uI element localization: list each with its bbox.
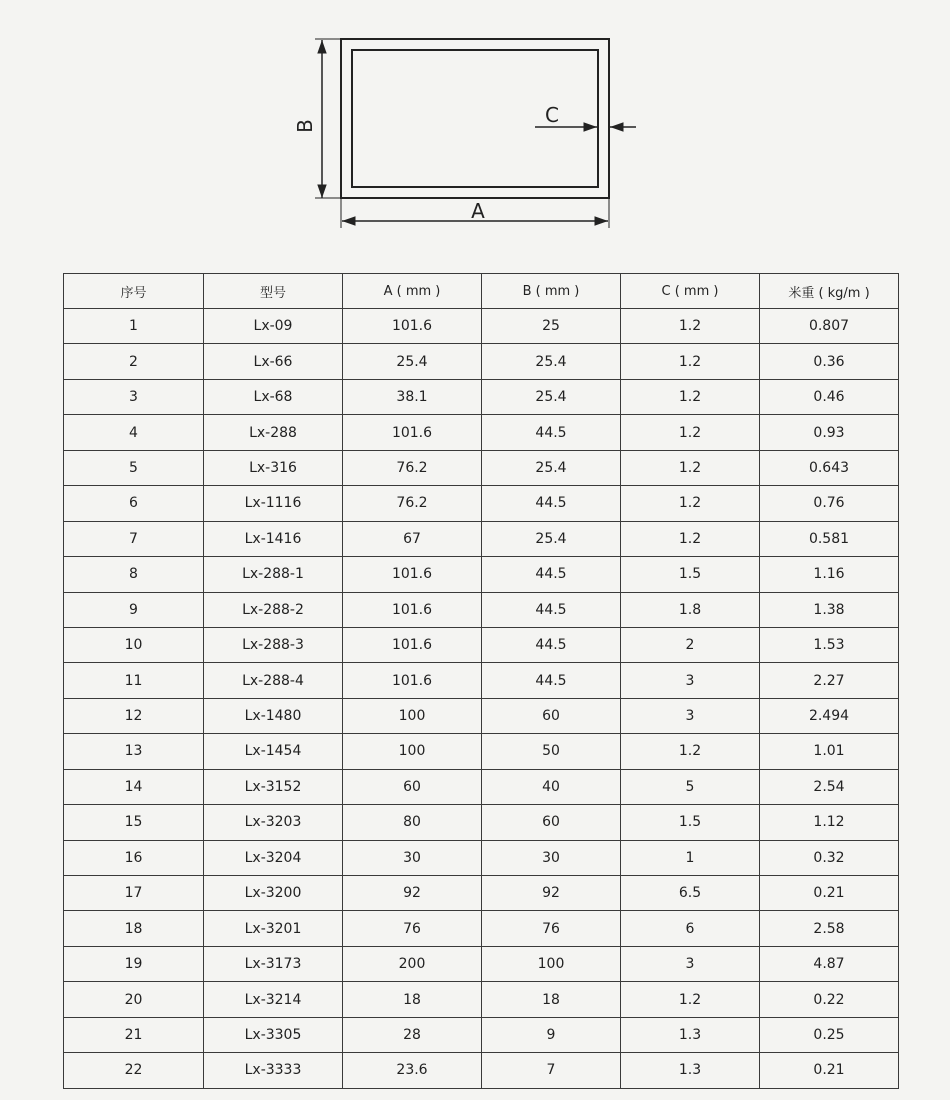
header-model: 型号 (204, 274, 343, 309)
cell-weight: 1.01 (760, 734, 899, 769)
cell-b: 60 (482, 805, 621, 840)
cell-weight: 0.22 (760, 982, 899, 1017)
cell-index: 9 (64, 592, 204, 627)
cell-model: Lx-3333 (204, 1053, 343, 1088)
cell-c: 3 (621, 946, 760, 981)
table-row (64, 663, 899, 698)
cell-a: 101.6 (343, 627, 482, 662)
outer-profile (341, 39, 609, 198)
cell-weight: 1.12 (760, 805, 899, 840)
table-row (64, 557, 899, 592)
cell-index: 1 (64, 309, 204, 344)
cell-c: 3 (621, 698, 760, 733)
cell-weight: 0.581 (760, 521, 899, 556)
cell-index: 18 (64, 911, 204, 946)
cell-b: 100 (482, 946, 621, 981)
cell-c: 1.3 (621, 1017, 760, 1052)
cell-weight: 0.36 (760, 344, 899, 379)
cell-weight: 0.643 (760, 450, 899, 485)
cell-weight: 0.46 (760, 379, 899, 414)
table-row (64, 734, 899, 769)
table-row (64, 344, 899, 379)
cell-index: 20 (64, 982, 204, 1017)
cell-c: 2 (621, 627, 760, 662)
cell-c: 1.2 (621, 521, 760, 556)
cell-weight: 0.21 (760, 876, 899, 911)
cell-a: 67 (343, 521, 482, 556)
cell-index: 14 (64, 769, 204, 804)
table-row (64, 627, 899, 662)
spec-table (63, 273, 899, 1089)
cell-a: 60 (343, 769, 482, 804)
header-c: C ( mm ) (621, 274, 760, 309)
cell-model: Lx-3203 (204, 805, 343, 840)
table-header-row (64, 274, 899, 309)
cell-model: Lx-66 (204, 344, 343, 379)
cell-c: 1.3 (621, 1053, 760, 1088)
cell-index: 19 (64, 946, 204, 981)
cell-index: 16 (64, 840, 204, 875)
table-row (64, 840, 899, 875)
cell-a: 76 (343, 911, 482, 946)
cell-weight: 0.76 (760, 486, 899, 521)
cell-c: 1.2 (621, 734, 760, 769)
cell-c: 1.2 (621, 344, 760, 379)
cell-c: 1.5 (621, 557, 760, 592)
cell-index: 4 (64, 415, 204, 450)
cell-model: Lx-1416 (204, 521, 343, 556)
cell-weight: 0.25 (760, 1017, 899, 1052)
cell-a: 101.6 (343, 415, 482, 450)
cell-a: 23.6 (343, 1053, 482, 1088)
cell-model: Lx-3214 (204, 982, 343, 1017)
cell-model: Lx-288-4 (204, 663, 343, 698)
table-body (64, 309, 899, 1089)
table-row (64, 769, 899, 804)
table-row (64, 1053, 899, 1088)
cell-c: 1.5 (621, 805, 760, 840)
cell-b: 44.5 (482, 627, 621, 662)
cell-a: 38.1 (343, 379, 482, 414)
table-row (64, 592, 899, 627)
cell-weight: 1.16 (760, 557, 899, 592)
cell-model: Lx-3201 (204, 911, 343, 946)
table-row (64, 309, 899, 344)
cell-c: 6 (621, 911, 760, 946)
cell-weight: 0.21 (760, 1053, 899, 1088)
cell-index: 13 (64, 734, 204, 769)
table-row (64, 379, 899, 414)
cell-b: 25.4 (482, 344, 621, 379)
cell-model: Lx-288-1 (204, 557, 343, 592)
cell-index: 22 (64, 1053, 204, 1088)
cell-c: 1.2 (621, 415, 760, 450)
cell-weight: 1.53 (760, 627, 899, 662)
dimension-a-label: A (471, 199, 485, 223)
cell-index: 11 (64, 663, 204, 698)
cell-a: 101.6 (343, 592, 482, 627)
cell-index: 6 (64, 486, 204, 521)
table-row (64, 911, 899, 946)
cell-c: 1.2 (621, 309, 760, 344)
cell-c: 5 (621, 769, 760, 804)
cell-index: 17 (64, 876, 204, 911)
cell-a: 25.4 (343, 344, 482, 379)
cell-a: 18 (343, 982, 482, 1017)
table-row (64, 805, 899, 840)
header-weight: 米重 ( kg/m ) (760, 274, 899, 309)
cell-index: 5 (64, 450, 204, 485)
cell-c: 1.2 (621, 486, 760, 521)
cell-a: 80 (343, 805, 482, 840)
cell-model: Lx-3200 (204, 876, 343, 911)
header-index: 序号 (64, 274, 204, 309)
cell-weight: 0.807 (760, 309, 899, 344)
cell-weight: 0.32 (760, 840, 899, 875)
cell-b: 44.5 (482, 486, 621, 521)
table-row (64, 486, 899, 521)
dimension-b-label: B (293, 119, 317, 133)
header-b: B ( mm ) (482, 274, 621, 309)
cell-b: 30 (482, 840, 621, 875)
cell-model: Lx-288 (204, 415, 343, 450)
cell-c: 1.2 (621, 450, 760, 485)
cell-model: Lx-1454 (204, 734, 343, 769)
cell-model: Lx-3152 (204, 769, 343, 804)
cell-b: 7 (482, 1053, 621, 1088)
table-row (64, 946, 899, 981)
cell-a: 100 (343, 698, 482, 733)
cell-b: 25 (482, 309, 621, 344)
cell-b: 25.4 (482, 379, 621, 414)
table-row (64, 698, 899, 733)
cell-c: 1.2 (621, 379, 760, 414)
cell-b: 44.5 (482, 592, 621, 627)
table-row (64, 415, 899, 450)
cell-model: Lx-09 (204, 309, 343, 344)
profile-diagram (0, 0, 950, 250)
table-row (64, 521, 899, 556)
cell-a: 76.2 (343, 486, 482, 521)
cell-a: 76.2 (343, 450, 482, 485)
cell-model: Lx-3305 (204, 1017, 343, 1052)
cell-weight: 0.93 (760, 415, 899, 450)
cell-model: Lx-288-3 (204, 627, 343, 662)
cell-b: 25.4 (482, 521, 621, 556)
cell-model: Lx-316 (204, 450, 343, 485)
cell-b: 44.5 (482, 415, 621, 450)
cell-model: Lx-288-2 (204, 592, 343, 627)
cell-index: 8 (64, 557, 204, 592)
cell-model: Lx-3204 (204, 840, 343, 875)
header-a: A ( mm ) (343, 274, 482, 309)
cell-b: 18 (482, 982, 621, 1017)
cell-c: 3 (621, 663, 760, 698)
cell-a: 92 (343, 876, 482, 911)
cell-weight: 2.54 (760, 769, 899, 804)
cell-index: 7 (64, 521, 204, 556)
cell-b: 76 (482, 911, 621, 946)
cell-c: 6.5 (621, 876, 760, 911)
cell-b: 92 (482, 876, 621, 911)
cell-weight: 2.58 (760, 911, 899, 946)
cell-a: 101.6 (343, 309, 482, 344)
cell-b: 40 (482, 769, 621, 804)
dimension-c-label: C (545, 103, 559, 127)
cell-model: Lx-1116 (204, 486, 343, 521)
cell-index: 2 (64, 344, 204, 379)
cell-index: 12 (64, 698, 204, 733)
cell-index: 21 (64, 1017, 204, 1052)
cell-a: 30 (343, 840, 482, 875)
cell-index: 15 (64, 805, 204, 840)
cell-a: 100 (343, 734, 482, 769)
cell-b: 50 (482, 734, 621, 769)
cell-a: 101.6 (343, 557, 482, 592)
cell-model: Lx-3173 (204, 946, 343, 981)
cell-index: 10 (64, 627, 204, 662)
cell-model: Lx-1480 (204, 698, 343, 733)
cell-weight: 4.87 (760, 946, 899, 981)
table-row (64, 1017, 899, 1052)
cell-model: Lx-68 (204, 379, 343, 414)
inner-profile (352, 50, 598, 187)
cell-weight: 2.27 (760, 663, 899, 698)
cell-b: 44.5 (482, 663, 621, 698)
cell-a: 200 (343, 946, 482, 981)
cell-b: 9 (482, 1017, 621, 1052)
cell-b: 44.5 (482, 557, 621, 592)
table-row (64, 876, 899, 911)
table-row (64, 450, 899, 485)
cell-a: 101.6 (343, 663, 482, 698)
table-row (64, 982, 899, 1017)
cell-a: 28 (343, 1017, 482, 1052)
cell-c: 1 (621, 840, 760, 875)
cell-weight: 2.494 (760, 698, 899, 733)
cell-c: 1.8 (621, 592, 760, 627)
cell-c: 1.2 (621, 982, 760, 1017)
cell-b: 60 (482, 698, 621, 733)
cell-weight: 1.38 (760, 592, 899, 627)
cell-b: 25.4 (482, 450, 621, 485)
cell-index: 3 (64, 379, 204, 414)
